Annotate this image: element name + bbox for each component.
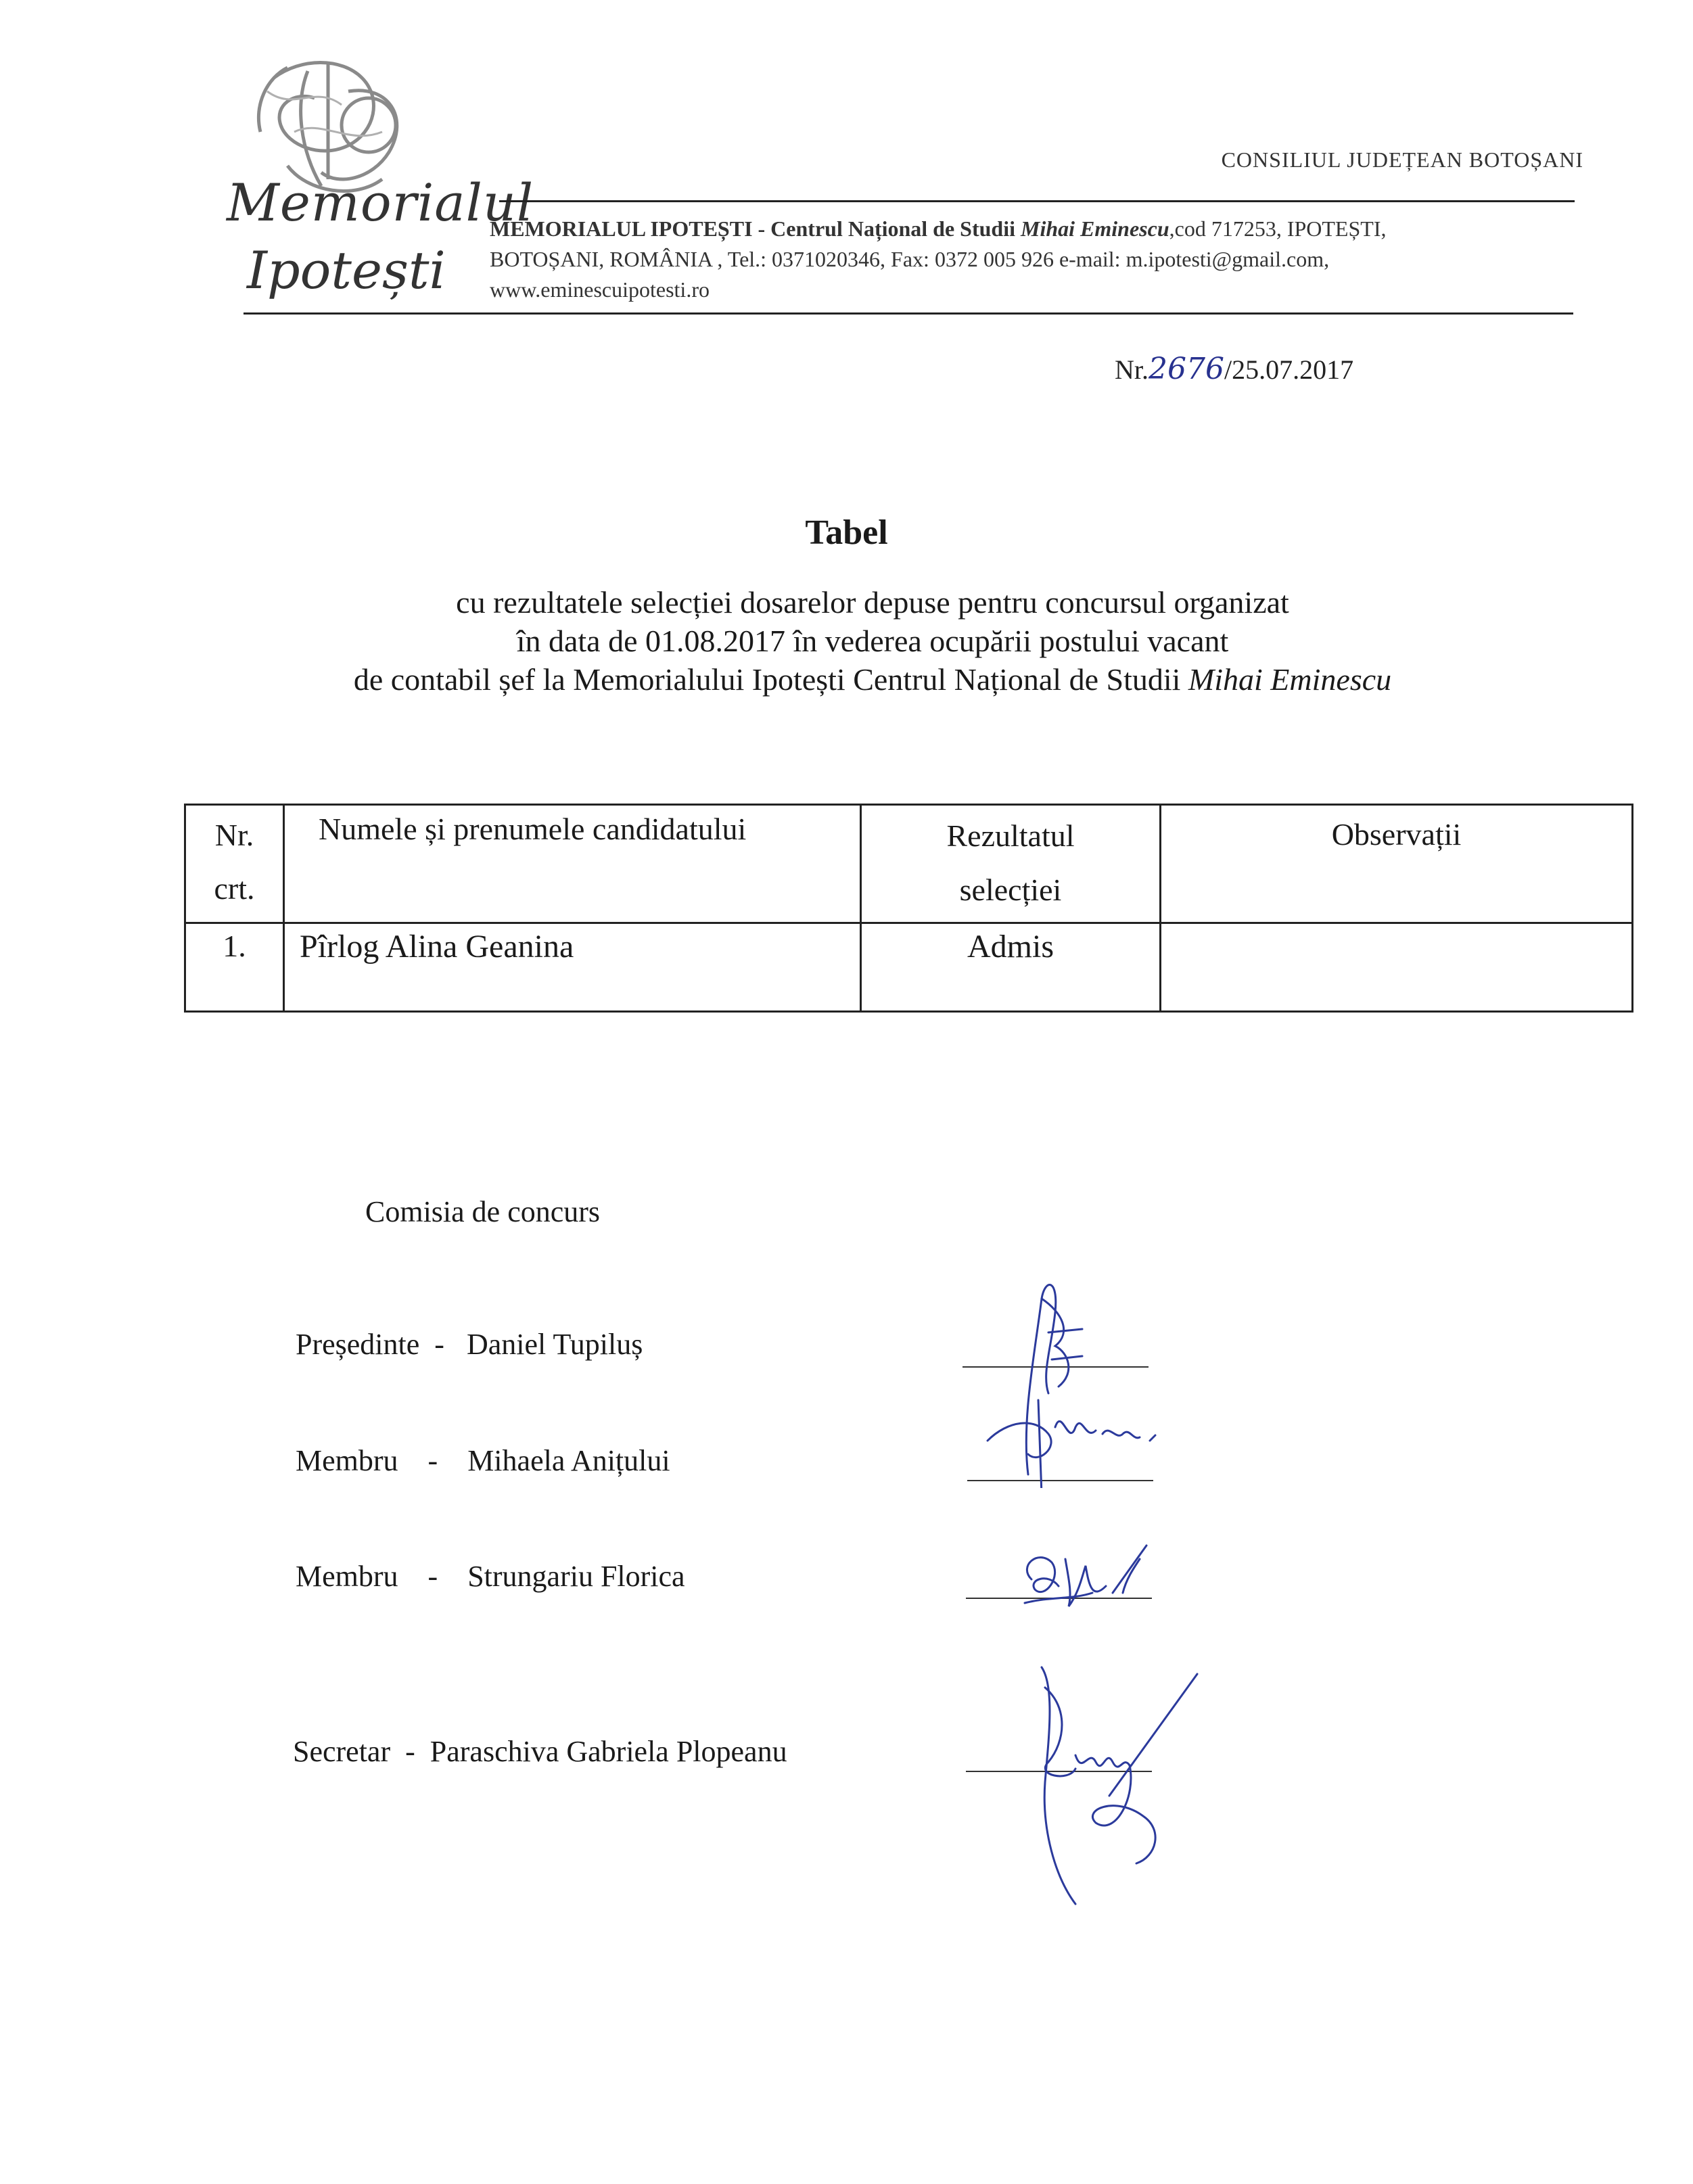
website: www.eminescuipotesti.ro bbox=[490, 277, 710, 302]
signature-member-2-icon bbox=[1011, 1539, 1167, 1627]
subtitle-line-3-italic: Mihai Eminescu bbox=[1188, 662, 1392, 697]
results-table bbox=[184, 804, 1633, 1013]
signature-secretary-icon bbox=[1028, 1660, 1204, 1911]
committee-member-2 bbox=[296, 1559, 685, 1594]
subtitle-line-2: în data de 01.08.2017 în vederea ocupării postului vacant bbox=[516, 624, 1229, 658]
row-candidate-name: Pîrlog Alina Geanina bbox=[284, 923, 861, 1012]
member-role: Secretar bbox=[293, 1735, 391, 1768]
header-nr-line1: Nr. bbox=[214, 818, 254, 852]
committee-heading: Comisia de concurs bbox=[365, 1195, 601, 1228]
header-nr-line2: crt. bbox=[214, 871, 255, 906]
document-subtitle bbox=[203, 583, 1542, 699]
contact-line-1 bbox=[490, 214, 1599, 244]
header-name-text: Numele și prenumele candidatului bbox=[319, 812, 747, 846]
member-sep: - bbox=[427, 1444, 438, 1477]
table-row bbox=[185, 923, 1633, 1012]
contact-block bbox=[490, 214, 1599, 305]
table-header-row bbox=[185, 805, 1633, 923]
member-name: Daniel Tupiluș bbox=[466, 1328, 643, 1361]
row-result: Admis bbox=[861, 923, 1161, 1012]
council-name: CONSILIUL JUDEȚEAN BOTOȘANI bbox=[1221, 147, 1583, 172]
subtitle-line-3-text: de contabil șef la Memorialului Ipotești Centrul Național de Studii bbox=[353, 662, 1188, 697]
member-sep: - bbox=[434, 1328, 444, 1361]
committee-member-president bbox=[296, 1327, 643, 1362]
header-divider-top bbox=[499, 200, 1575, 202]
subtitle-line-1: cu rezultatele selecției dosarelor depuse pentru concursul organizat bbox=[456, 585, 1289, 620]
logo-text-memorialul: Memorialul bbox=[227, 172, 534, 233]
header-divider-bottom bbox=[243, 312, 1573, 315]
institution-logo bbox=[227, 51, 534, 335]
subtitle-line-3 bbox=[203, 660, 1542, 699]
committee-secretary bbox=[293, 1734, 787, 1769]
member-name: Strungariu Florica bbox=[467, 1560, 685, 1593]
header-result-line1: Rezultatul bbox=[946, 818, 1075, 853]
signature-president-icon bbox=[974, 1272, 1177, 1488]
member-name: Mihaela Anițului bbox=[467, 1444, 670, 1477]
header-result bbox=[861, 805, 1161, 923]
postal-code: ,cod 717253, IPOTEȘTI, bbox=[1169, 216, 1387, 241]
member-role: Membru bbox=[296, 1560, 398, 1593]
document-title: Tabel bbox=[805, 513, 888, 552]
header-result-line2: selecției bbox=[959, 873, 1062, 907]
member-sep: - bbox=[427, 1560, 438, 1593]
header-notes-text: Observații bbox=[1331, 817, 1462, 852]
center-name-italic: Mihai Eminescu bbox=[1021, 216, 1169, 241]
handwritten-number: 2676 bbox=[1149, 352, 1224, 386]
center-name: - Centrul Național de Studii bbox=[752, 216, 1021, 241]
registration-prefix: Nr. bbox=[1115, 354, 1149, 385]
logo-text-ipotesti: Ipotești bbox=[247, 240, 446, 300]
member-sep: - bbox=[405, 1735, 415, 1768]
committee-member-1 bbox=[296, 1443, 670, 1478]
member-role: Președinte bbox=[296, 1328, 420, 1361]
member-role: Membru bbox=[296, 1444, 398, 1477]
registration-number bbox=[1115, 352, 1353, 386]
contact-line-2: BOTOȘANI, ROMÂNIA , Tel.: 0371020346, Fax: 0372 005 926 e-mail: m.ipotesti@gmail.com, bbox=[490, 247, 1330, 271]
header-notes bbox=[1161, 805, 1633, 923]
header-nr bbox=[185, 805, 284, 923]
row-notes bbox=[1161, 923, 1633, 1012]
header-name bbox=[284, 805, 861, 923]
member-name: Paraschiva Gabriela Plopeanu bbox=[430, 1735, 787, 1768]
registration-date: /25.07.2017 bbox=[1224, 354, 1354, 385]
row-nr: 1. bbox=[185, 923, 284, 1012]
org-name: MEMORIALUL IPOTEȘTI bbox=[490, 216, 753, 241]
